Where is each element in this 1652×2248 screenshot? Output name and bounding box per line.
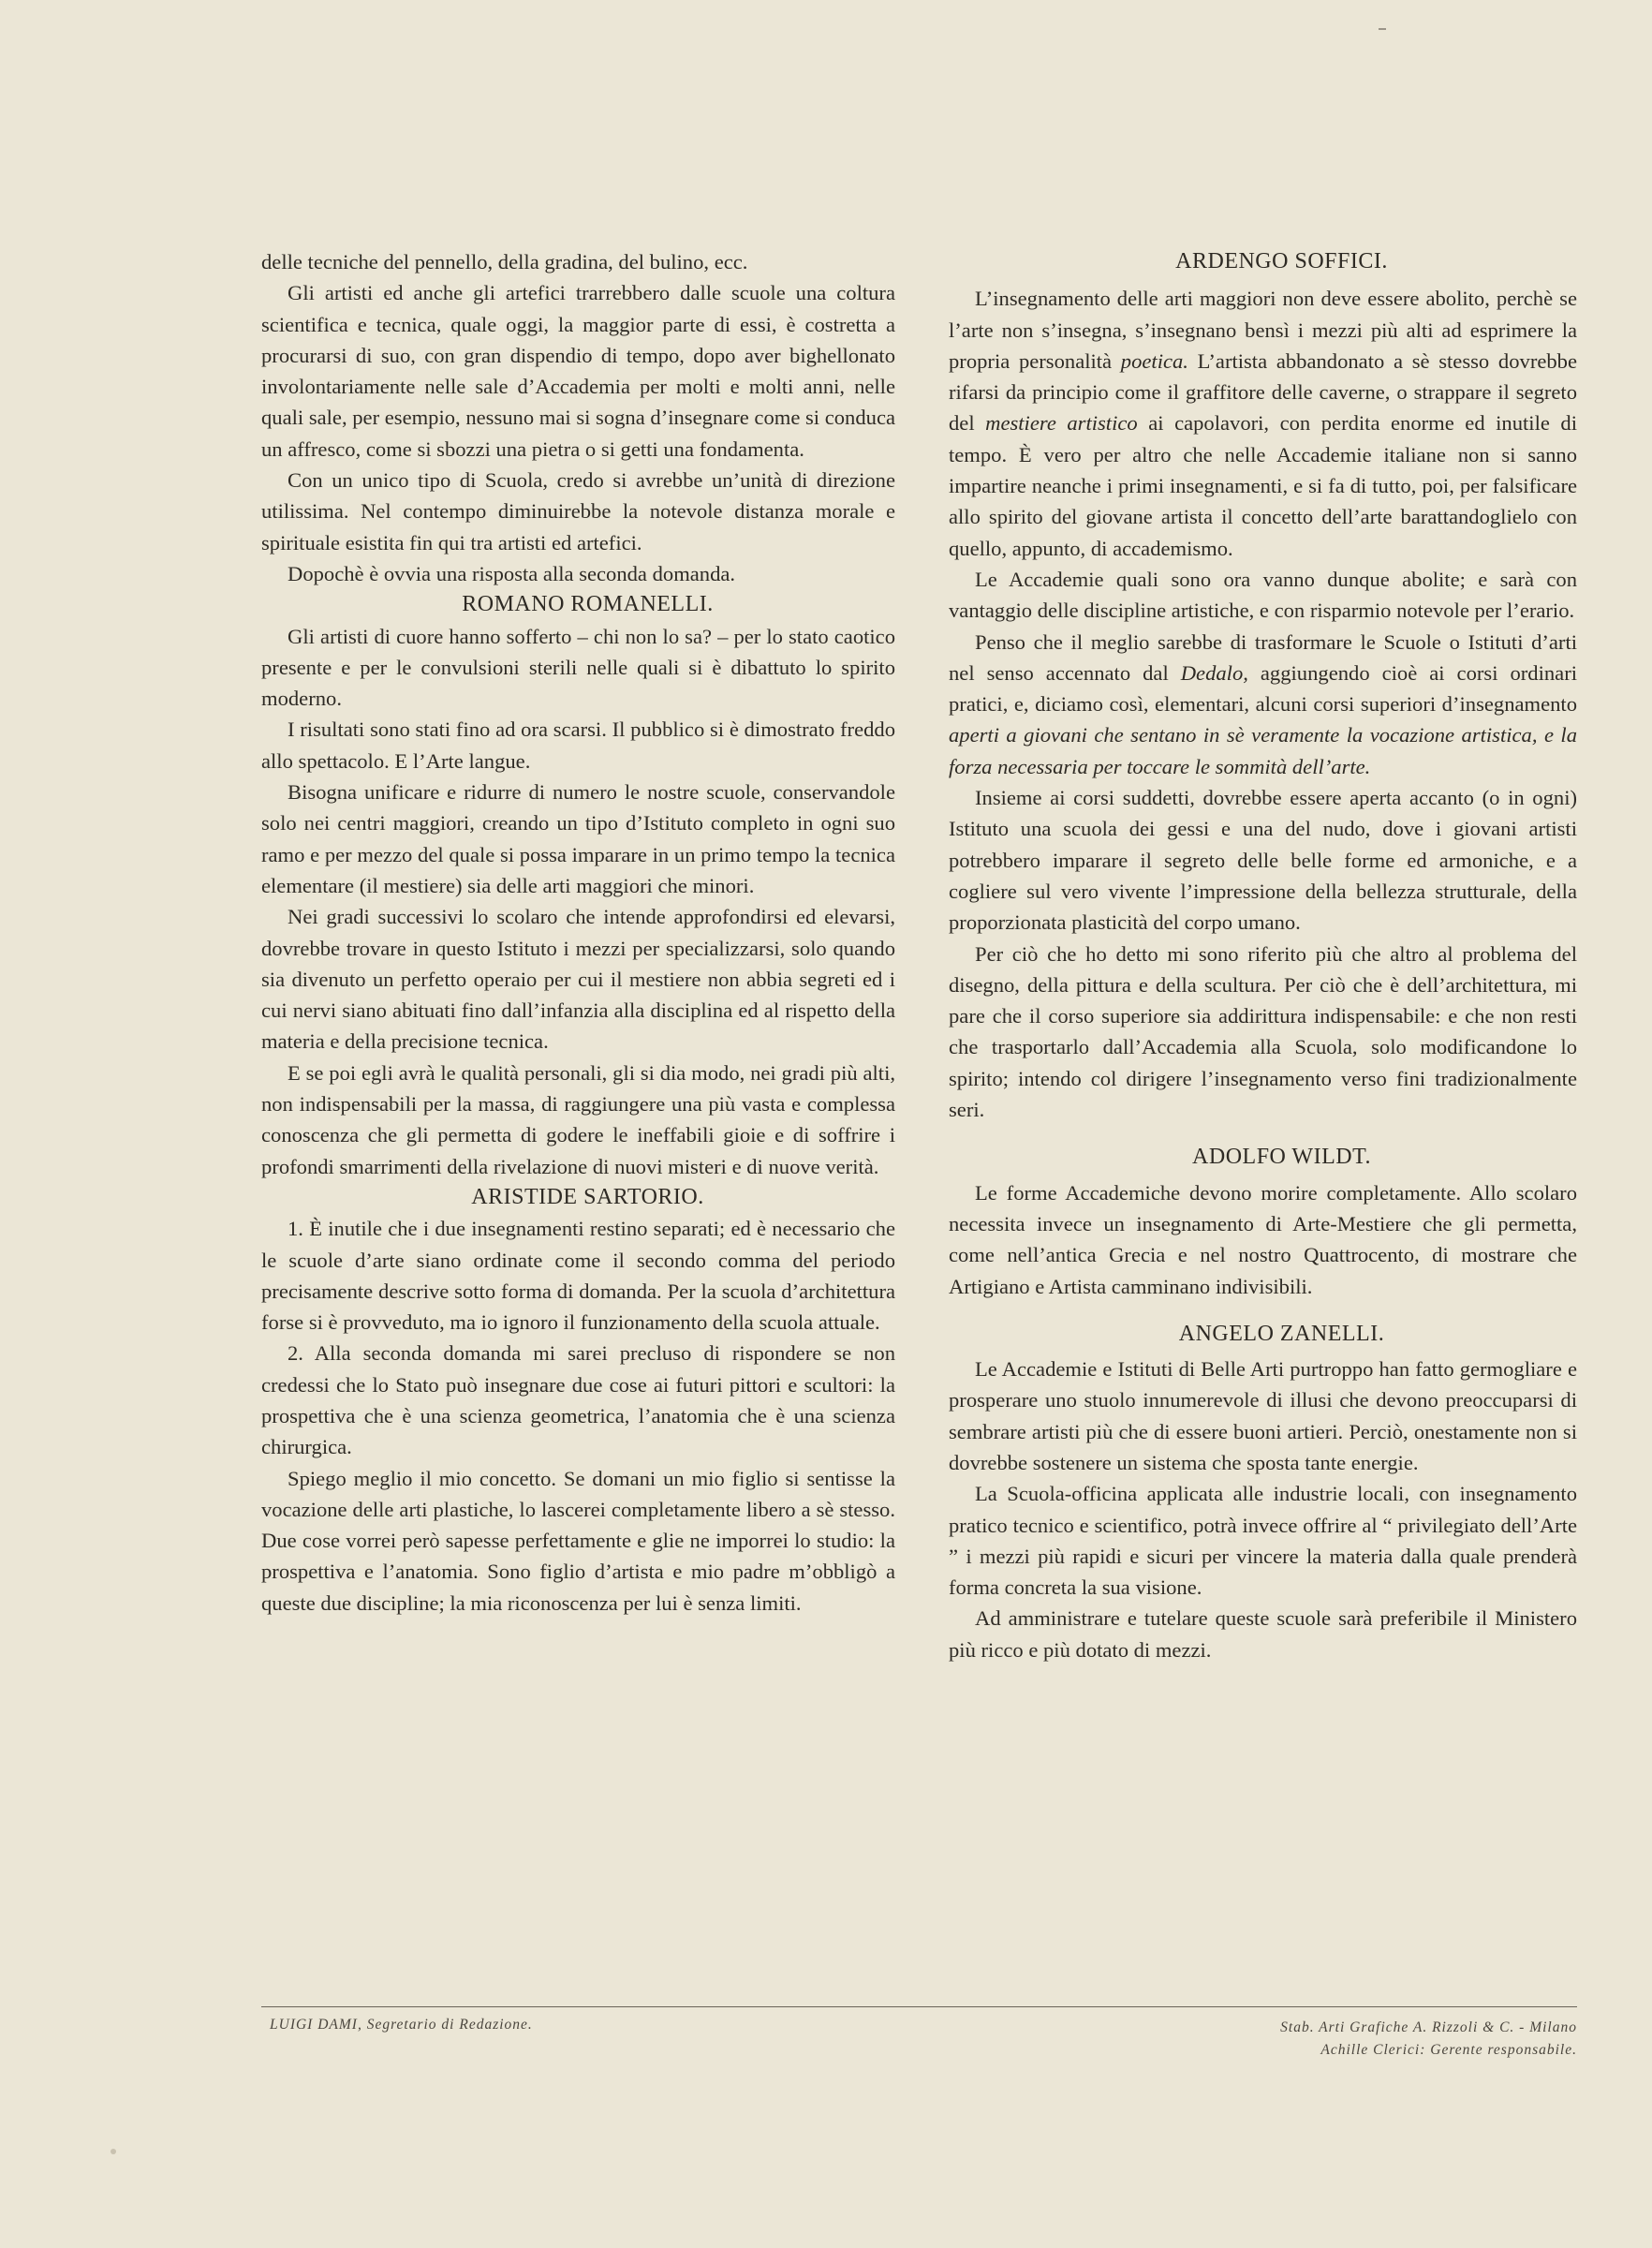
paragraph: I risultati sono stati fino ad ora scarsi. Il pubblico si è dimostrato freddo allo spettacolo. E l’Arte langue. bbox=[261, 717, 895, 773]
text-run: L’insegnamento delle arti maggiori non deve essere abolito, perchè se l’arte non s’insegna, s’insegnano bensì i mezzi più alti ad esprimere la propria personalità bbox=[949, 287, 1577, 373]
paragraph: E se poi egli avrà le qualità personali, gli si dia modo, nei gradi più alti, non indispensabili per la massa, di raggiungere una più vasta e complessa conoscenza che gli permetta di godere le ineffabili gioie e di soffrire i profondi smarrimenti della rivelazione di nuovi misteri e di nuove verità. bbox=[261, 1060, 895, 1178]
paper-speck bbox=[111, 2149, 116, 2154]
paragraph: delle tecniche del pennello, della gradina, del bulino, ecc. bbox=[261, 250, 748, 274]
paragraph: Spiego meglio il mio concetto. Se domani un mio figlio si sentisse la vocazione delle arti plastiche, lo lascerei completamente libero a sè stesso. Due cose vorrei però sapesse perfettamente e glie ne imporrei lo studio: la prospettiva e l’anatomia. Sono figlio d’artista e mio padre m’obbligò a queste due discipline; la mia riconoscenza per lui è senza limiti. bbox=[261, 1466, 895, 1615]
text-run: aggiungendo cioè ai corsi ordinari pratici, e, diciamo così, elementari, alcuni corsi superiori d’insegnamento bbox=[949, 660, 1577, 717]
italic-run: poetica. bbox=[1120, 348, 1188, 373]
paragraph: Bisogna unificare e ridurre di numero le nostre scuole, conservandole solo nei centri maggiori, creando un tipo d’Istituto completo in ogni suo ramo e per mezzo del quale si possa imparare in un primo tempo la tecnica elementare (il mestiere) sia delle arti maggiori che minori. bbox=[261, 780, 895, 897]
footer-printer-line: Stab. Arti Grafiche A. Rizzoli & C. - Milano bbox=[1280, 2019, 1577, 2035]
paragraph: Gli artisti di cuore hanno sofferto – chi non lo sa? – per lo stato caotico presente e per le convulsioni sterili nelle quali si è dibattuto lo spirito moderno. bbox=[261, 624, 895, 711]
italic-run: aperti a giovani che sentano in sè veramente la vocazione artistica, e la forza necessaria per toccare le sommità dell’arte. bbox=[949, 723, 1577, 778]
italic-run: Dedalo, bbox=[1180, 660, 1248, 685]
paragraph: Insieme ai corsi suddetti, dovrebbe essere aperta accanto (o in ogni) Istituto una scuola dei gessi e una del nudo, dove i giovani artisti potrebbero imparare il segreto delle belle forme ed armoniche, e a cogliere sul vero vivente l’impressione della bellezza strutturale, della proporzionata plasticità del corpo umano. bbox=[949, 786, 1577, 935]
section-heading-wildt: ADOLFO WILDT. bbox=[1192, 1145, 1371, 1170]
section-heading-romanelli: ROMANO ROMANELLI. bbox=[462, 592, 714, 617]
italic-run: mestiere artistico bbox=[985, 411, 1138, 436]
paragraph: Le forme Accademiche devono morire completamente. Allo scolaro necessita invece un insegnamento di Arte-Mestiere che gli permetta, come nell’antica Grecia e nel nostro Quattrocento, di mostrare che Artigiano e Artista camminano indivisibili. bbox=[949, 1180, 1577, 1298]
paragraph: Per ciò che ho detto mi sono riferito più che altro al problema del disegno, della pittura e della scultura. Per ciò che è dell’architettura, mi pare che il corso superiore sia addirittura indispensabile: e che non resti che trasportarlo dall’Accademia alla Scuola, solo modificandone lo spirito; intendo col dirigere l’insegnamento verso fini tradizionalmente seri. bbox=[949, 941, 1577, 1122]
text-run: ai capolavori, con perdita enorme ed inutile di tempo. È vero per altro che nelle Accademie italiane non si sanno impartire neanche i primi insegnamenti, e si fa di tutto, poi, per falsificare allo spirito del giovane artista il concetto dell’arte barattandoglielo con quello, appunto, di accademismo. bbox=[949, 411, 1577, 560]
section-heading-zanelli: ANGELO ZANELLI. bbox=[1178, 1321, 1385, 1346]
paragraph: Le Accademie e Istituti di Belle Arti purtroppo han fatto germogliare e prosperare uno stuolo innumerevole di illusi che devono preoccuparsi di sembrare artisti più che di essere buoni artieri. Perciò, onestamente non si dovrebbe sostenere un sistema che sposta tante energie. bbox=[949, 1357, 1577, 1474]
paragraph bbox=[949, 283, 1577, 564]
paragraph: Con un unico tipo di Scuola, credo si avrebbe un’unità di direzione utilissima. Nel contempo diminuirebbe la notevole distanza morale e spirituale esistita fin qui tra artisti ed artefici. bbox=[261, 468, 895, 555]
footer-manager-line: Achille Clerici: Gerente responsabile. bbox=[1320, 2042, 1577, 2058]
text-run: Penso che il meglio sarebbe di trasformare le Scuole o Istituti d’arti nel senso accennato dal bbox=[949, 629, 1577, 685]
paragraph: Nei gradi successivi lo scolaro che intende approfondirsi ed elevarsi, dovrebbe trovare in questo Istituto i mezzi per specializzarsi, solo quando sia divenuto un perfetto operaio per cui il mestiere non abbia segreti ed i cui nervi siano abituati fino dall’infanzia alla disciplina ed al rispetto della materia e della precisione tecnica. bbox=[261, 905, 895, 1054]
paragraph: Dopochè è ovvia una risposta alla seconda domanda. bbox=[288, 561, 736, 585]
paragraph: Ad amministrare e tutelare queste scuole sarà preferibile il Ministero più ricco e più dotato di mezzi. bbox=[949, 1606, 1577, 1662]
paragraph: La Scuola-officina applicata alle industrie locali, con insegnamento pratico tecnico e scientifico, potrà invece offrire al “ privilegiato dell’Arte ” i mezzi più rapidi e sicuri per vincere la materia dalla quale prenderà forma concreta la sua visione. bbox=[949, 1482, 1577, 1600]
paragraph: Le Accademie quali sono ora vanno dunque abolite; e sarà con vantaggio delle discipline artistiche, e con risparmio notevole per l’erario. bbox=[949, 567, 1577, 623]
print-mark bbox=[1379, 28, 1386, 30]
text-run: L’artista abbandonato a sè stesso dovrebbe rifarsi da principio come il graffitore delle caverne, o strappare il segreto del bbox=[949, 348, 1577, 436]
paragraph: Gli artisti ed anche gli artefici trarrebbero dalle scuole una coltura scientifica e tecnica, quale oggi, la maggior parte di essi, è costretta a procurarsi di suo, con gran dispendio di tempo, dopo aver bighellonato involontariamente nelle sale d’Accademia per molti e molti anni, nelle quali sale, per esempio, nessuno mai si sogna d’insegnare come si conduca un affresco, come si sbozzi una pietra o si getti una fondamenta. bbox=[261, 281, 895, 461]
paragraph bbox=[949, 627, 1577, 782]
right-column bbox=[949, 246, 1577, 1665]
footer-printer-credit bbox=[1280, 2017, 1577, 2062]
paragraph: 2. Alla seconda domanda mi sarei precluso di rispondere se non credessi che lo Stato può insegnare due cose ai futuri pittori e scultori: la prospettiva che è una scienza geometrica, l’anatomia che è una scienza chirurgica. bbox=[261, 1341, 895, 1459]
left-column bbox=[261, 246, 895, 1619]
paragraph: 1. È inutile che i due insegnamenti restino separati; ed è necessario che le scuole d’arte siano ordinate come il secondo comma del periodo precisamente descrive sotto forma di domanda. Per la scuola d’architettura forse si è provveduto, ma io ignoro il funzionamento della scuola attuale. bbox=[261, 1217, 895, 1335]
footer-rule bbox=[261, 2006, 1577, 2007]
section-heading-sartorio: ARISTIDE SARTORIO. bbox=[471, 1184, 704, 1209]
footer-editor-credit: LUIGI DAMI, Segretario di Redazione. bbox=[270, 2017, 533, 2033]
section-heading-soffici: ARDENGO SOFFICI. bbox=[1175, 249, 1388, 274]
